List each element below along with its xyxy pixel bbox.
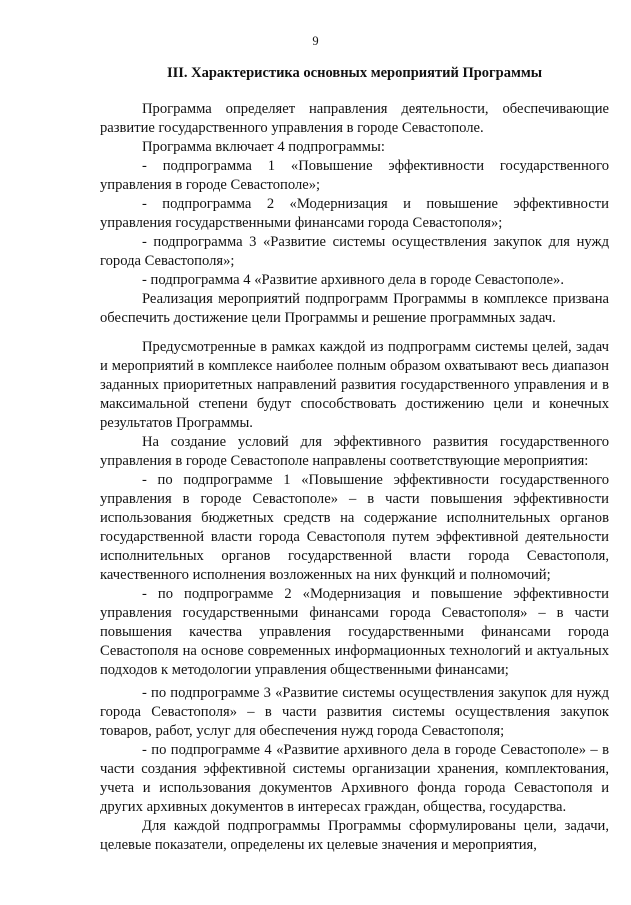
section-heading: III. Характеристика основных мероприятий Программы [166,65,543,81]
paragraph-targets: Для каждой подпрограммы Программы сформулированы цели, задачи, целевые показатели, определены их целевые значения и мероприятия, [100,818,609,853]
paragraph-intro: Программа определяет направления деятельности, обеспечивающие развитие государственного управления в городе Севастополе. [100,101,609,136]
paragraph-implementation: Реализация мероприятий подпрограмм Программы в комплексе призвана обеспечить достижение цели Программы и решение программных задач. [100,291,609,326]
page-number: 9 [312,34,319,48]
body-text [100,100,609,855]
list-item-measures-2: - по подпрограмме 2 «Модернизация и повышение эффективности управления государственными финансами города Севастополя» – в части повышения качества управления государственными финансами города Севастополя на основе современных информационных технологий и актуальных подходов к методологии управления общественными финансами; [100,586,609,678]
list-item-subprogram-2: - подпрограмма 2 «Модернизация и повышение эффективности управления государственными финансами города Севастополя»; [100,196,609,231]
list-item-measures-3: - по подпрограмме 3 «Развитие системы осуществления закупок для нужд города Севастополя» – в части развития системы осуществления закупок товаров, работ, услуг для обеспечения нужд города Севастополя; [100,685,609,739]
paragraph-goals-system: Предусмотренные в рамках каждой из подпрограмм системы целей, задач и мероприятий в комплексе наиболее полным образом охватывают весь диапазон заданных приоритетных направлений развития государственного управления и в максимальной степени будут способствовать достижению цели и конечных результатов Программы. [100,339,609,431]
list-item-subprogram-3: - подпрограмма 3 «Развитие системы осуществления закупок для нужд города Севастополя»; [100,234,609,269]
paragraph-conditions: На создание условий для эффективного развития государственного управления в городе Севастополе направлены соответствующие мероприятия: [100,434,609,469]
list-item-measures-1: - по подпрограмме 1 «Повышение эффективности государственного управления в городе Севастополе» – в части повышения эффективности использования бюджетных средств на содержание исполнительных органов государственной власти города Севастополя путем эффективной деятельности исполнительных органов государственной власти города Севастополя, качественного исполнения возложенных на них функций и полномочий; [100,472,609,583]
list-item-measures-4: - по подпрограмме 4 «Развитие архивного дела в городе Севастополе» – в части создания эффективной системы организации хранения, комплектования, учета и использования документов Архивного фонда города Севастополя и других архивных документов в интересах граждан, общества, государства. [100,742,609,815]
paragraph-subprograms-count: Программа включает 4 подпрограммы: [142,139,385,155]
list-item-subprogram-4: - подпрограмма 4 «Развитие архивного дела в городе Севастополе». [142,272,564,288]
list-item-subprogram-1: - подпрограмма 1 «Повышение эффективности государственного управления в городе Севастополе»; [100,158,609,193]
